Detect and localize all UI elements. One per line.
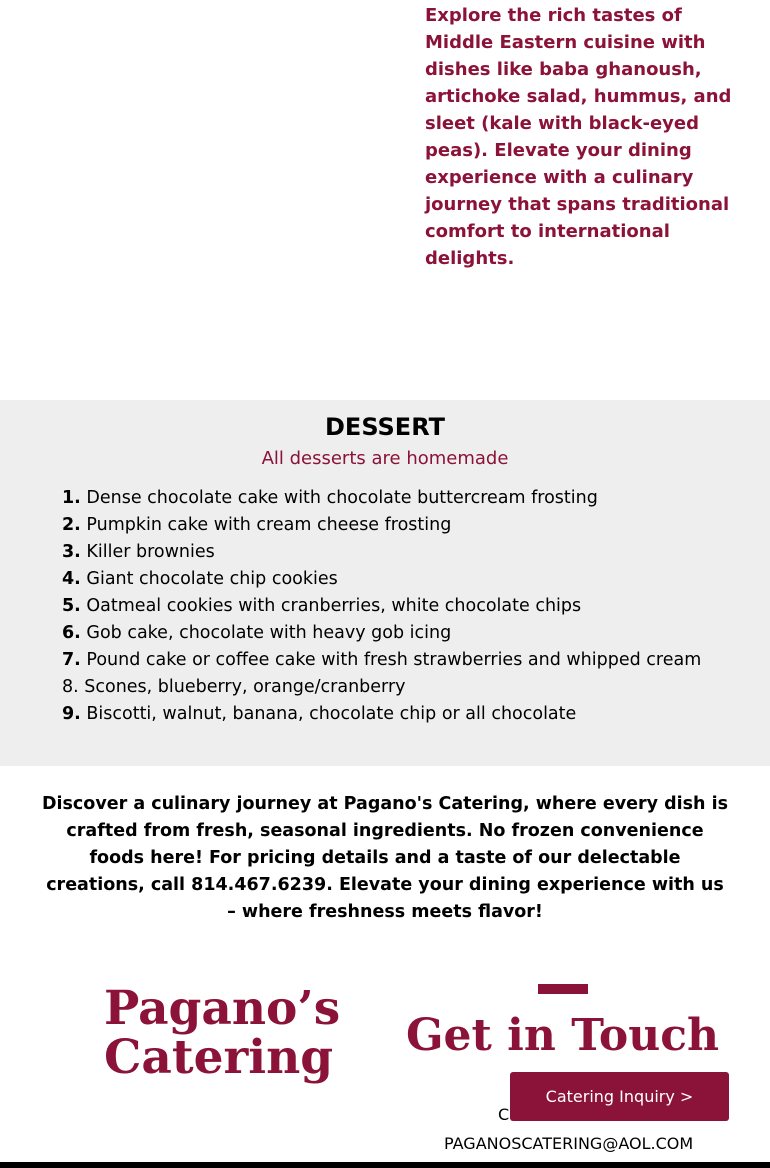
email-link[interactable]: PAGANOSCATERING@AOL.COM [444,1134,694,1153]
item-number: 2. [62,515,81,535]
item-text: Pound cake or coffee cake with fresh strawberries and whipped cream [80,650,702,670]
list-item [62,674,702,701]
item-text: Oatmeal cookies with cranberries, white chocolate chips [80,596,582,616]
paganos-catering-logo[interactable] [104,981,364,1085]
item-text: Giant chocolate chip cookies [80,569,338,589]
item-text: Killer brownies [80,542,215,562]
logo-line-1: Pagano’s [104,981,341,1036]
list-item [62,539,702,566]
list-item [62,620,702,647]
get-in-touch-heading: Get in Touch [405,1010,720,1061]
intro-text: Explore the rich tastes of Middle Eastern cuisine with dishes like baba ghanoush, artichoke salad, hummus, and sleet (kale with black-eyed peas). Elevate your dining experience with a culinary journey that spans traditional comfort to international delights. [425,5,732,269]
item-text: Biscotti, walnut, banana, chocolate chip or all chocolate [80,704,577,724]
item-number: 6. [62,623,81,643]
dessert-list [62,485,702,728]
item-number: 4. [62,569,81,589]
item-number: 7. [62,650,81,670]
item-number: 3. [62,542,81,562]
catering-inquiry-button[interactable]: Catering Inquiry > [510,1072,729,1121]
item-number: 9. [62,704,81,724]
dessert-subtitle: All desserts are homemade [261,448,509,469]
dessert-section [0,400,770,766]
item-number: 5. [62,596,81,616]
item-text: Dense chocolate cake with chocolate buttercream frosting [80,488,598,508]
logo-line-2: Catering [104,1030,334,1085]
dessert-title: DESSERT [325,413,445,441]
list-item [62,593,702,620]
discover-text: Discover a culinary journey at Pagano's Catering, where every dish is crafted from fresh, seasonal ingredients. No frozen convenience foods here! For pricing details and a taste of our delectable creations, call 814.467.6239. Elevate your dining experience with us – where freshness meets flavor! [41,794,729,922]
footer-bar [0,1162,770,1168]
item-number: 1. [62,488,81,508]
item-text: Pumpkin cake with cream cheese frosting [80,515,452,535]
list-item [62,647,702,674]
list-item [62,566,702,593]
list-item [62,485,702,512]
list-item [62,512,702,539]
accent-bar [538,984,588,994]
list-item [62,701,702,728]
contact-label-partial: C [498,1105,510,1124]
item-text: 8. Scones, blueberry, orange/cranberry [62,677,406,697]
item-text: Gob cake, chocolate with heavy gob icing [80,623,452,643]
